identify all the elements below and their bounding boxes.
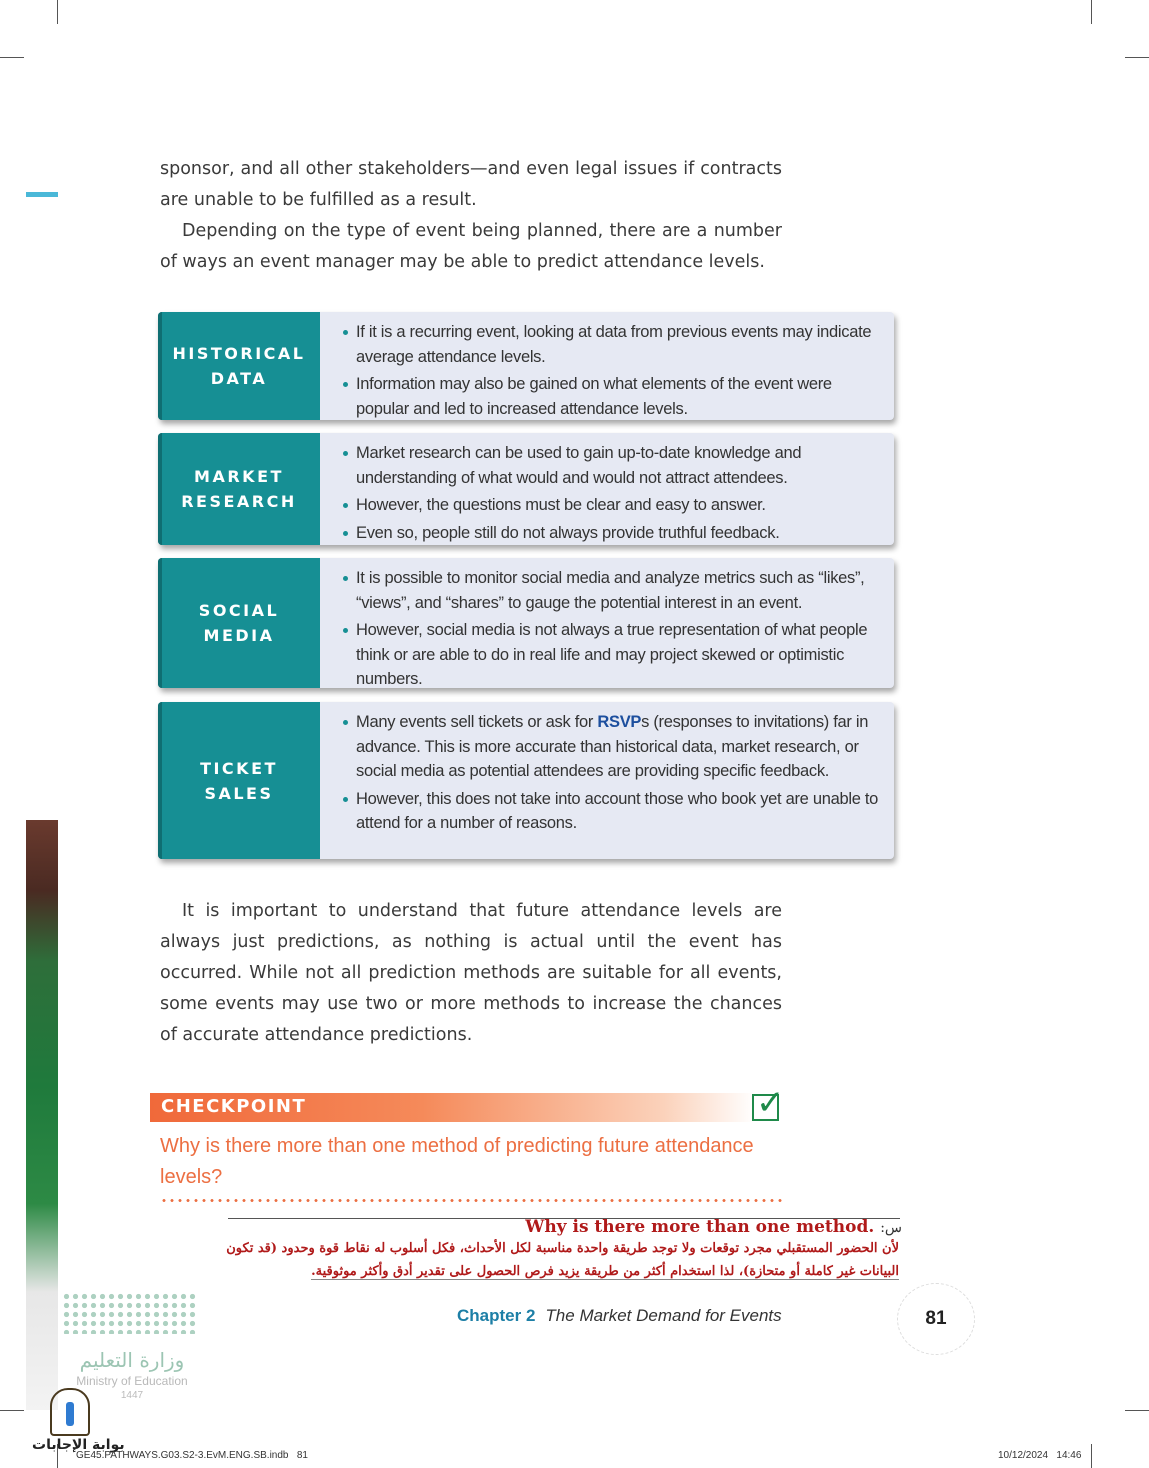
checkpoint-title: CHECKPOINT [161,1096,307,1117]
watermark-lantern-icon [50,1388,90,1436]
print-slug-date: 10/12/2024 14:46 [998,1450,1082,1461]
margin-accent [26,192,58,197]
method-label: TICKET SALES [158,702,320,859]
closing-paragraph: It is important to understand that future attendance levels are always just predictions, as nothing is actual until the event has occurred. While not all prediction methods are suitable for all events, some events may use two or more methods to increase the chances of accurate attendance predictions. [160,901,782,1045]
check-mark-icon: ✓ [756,1083,785,1123]
logo-english-text: Ministry of Education [76,1374,188,1388]
bullet-item: However, this does not take into account those who book yet are unable to attend for a number of reasons. [340,787,882,836]
method-label: SOCIAL MEDIA [158,558,320,688]
bullet-item: Market research can be used to gain up-to-date knowledge and understanding of what would and would not attract attendees. [340,441,882,490]
method-bullets [340,710,882,839]
answer-title: Why is there more than one method. [525,1217,875,1237]
bullet-item: Information may also be gained on what elements of the event were popular and led to increased attendance levels. [340,372,882,420]
chapter-title: The Market Demand for Events [545,1306,782,1325]
checkbox-icon [752,1083,785,1123]
crop-mark [1091,1444,1092,1468]
answer-prefix: س: [880,1220,902,1236]
logo-arabic-text: وزارة التعليم [79,1348,185,1372]
method-label: HISTORICAL DATA [158,312,320,420]
closing-text [160,896,782,1051]
intro-paragraph-2: Depending on the type of event being planned, there are a number of ways an event manager may be able to predict attendance levels. [160,221,782,272]
method-bullets [340,566,882,688]
bullet-item: However, the questions must be clear and easy to answer. [340,493,882,518]
checkpoint-banner [150,1093,755,1122]
method-box-ticket-sales [158,702,894,859]
bullet-item: If it is a recurring event, looking at data from previous events may indicate average attendance levels. [340,320,882,369]
watermark-text: بوابة الإجابات [32,1437,125,1453]
intro-text [160,154,782,278]
print-slug-file: GE45.PATHWAYS.G03.S2-3.EvM.ENG.SB.indb 81 [76,1450,308,1461]
crop-mark [57,0,58,24]
bullet-item: However, social media is not always a true representation of what people think or are able to do in real life and may project skewed or optimistic numbers. [340,618,882,688]
method-box-social-media [158,558,894,688]
bullet-item: It is possible to monitor social media and analyze metrics such as “likes”, “views”, and “shares” to gauge the potential interest in an event. [340,566,882,615]
crop-mark [0,1410,24,1411]
dotted-divider [160,1199,782,1202]
checkpoint-question: Why is there more than one method of predicting future attendance levels? [160,1135,754,1188]
method-box-historical-data [158,312,894,420]
logo-dots-icon [62,1292,198,1334]
bullet-text-rest: s (responses to invitations) far in advance. This is more accurate than historical data, market research, or social media as potential attendees are providing specific feedback. [356,713,869,780]
intro-paragraph-1: sponsor, and all other stakeholders—and even legal issues if contracts are unable to be fulfilled as a result. [160,159,782,210]
lantern-pen-icon [66,1402,74,1426]
page-number: 81 [897,1283,975,1355]
method-label: MARKET RESEARCH [158,433,320,545]
crop-mark [1091,0,1092,24]
side-photo [26,820,58,1410]
method-bullets [340,441,882,545]
method-bullets [340,320,882,420]
method-box-market-research [158,433,894,545]
bullet-text: Many events sell tickets or ask for [356,713,598,731]
crop-mark [0,57,24,58]
rsvp-term: RSVP [597,713,642,731]
logo-year: 1447 [120,1390,144,1401]
crop-mark [1125,1410,1149,1411]
answer-header [525,1217,902,1237]
bullet-item: Even so, people still do not always provide truthful feedback. [340,521,882,546]
answer-line-2: البيانات غير كاملة أو متحازة)، لذا استخدام أكثر من طريقة يزيد فرص الحصول على تقدير أدق وأكثر موثوقية. [311,1264,899,1279]
crop-mark [1125,57,1149,58]
chapter-number: Chapter 2 [457,1306,536,1325]
chapter-footer [457,1306,782,1326]
bullet-item [340,710,882,784]
answer-line-1: لأن الحضور المستقبلي مجرد توقعات ولا توجد طريقة واحدة مناسبة لكل الأحداث، فكل أسلوب له نقاط قوة وحدود (قد تكون [226,1241,899,1256]
